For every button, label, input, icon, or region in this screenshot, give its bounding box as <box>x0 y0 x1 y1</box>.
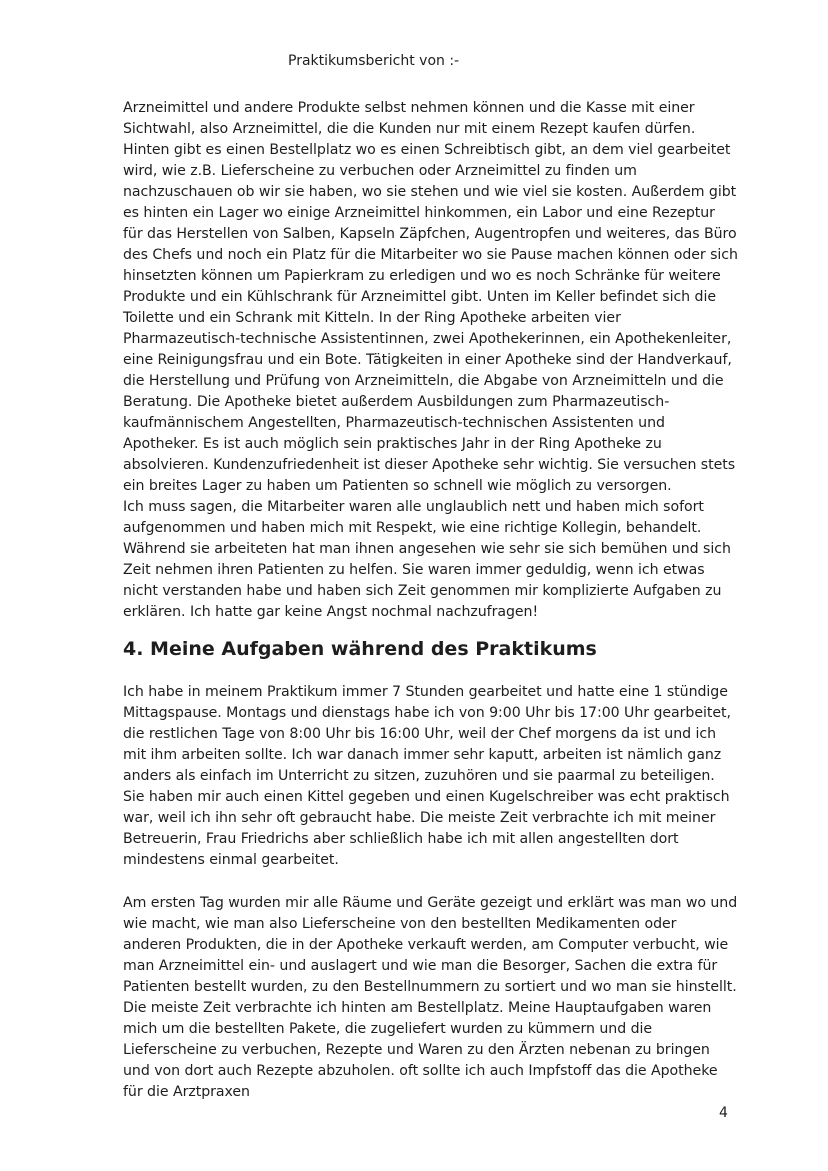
paragraph-first-day <box>123 893 738 1103</box>
paragraph-text: Am ersten Tag wurden mir alle Räume und Geräte gezeigt und erklärt was man wo und wie macht, wie man also Lieferscheine von den bestellten Medikamenten oder anderen Produkten, die in der Apotheke verkauft werden, am Computer verbucht, wie man Arzneimittel ein- und auslagert und wie man die Besorger, Sachen die extra für Patienten bestellt wurden, zu den Bestellnummern zu sortiert und wo man sie hinstellt. Die meiste Zeit verbrachte ich hinten am Bestellplatz. Meine Hauptaufgaben waren mich um die bestellten Pakete, die zugeliefert wurden zu kümmern und die Lieferscheine zu verbuchen, Rezepte und Waren zu den Ärzten nebenan zu bringen und von dort auch Rezepte abzuholen. oft sollte ich auch Impfstoff das die Apotheke für die Arztpraxen <box>123 895 738 1100</box>
paragraph-working-hours <box>123 682 738 871</box>
section-3-text <box>123 98 738 623</box>
paragraph-text: Ich habe in meinem Praktikum immer 7 Stunden gearbeitet und hatte eine 1 stündige Mittagspause. Montags und dienstags habe ich von 9:00 Uhr bis 17:00 Uhr gearbeitet, die restlichen Tage von 8:00 Uhr bis 16:00 Uhr, weil der Chef morgens da ist und ich mit ihm arbeiten sollte. Ich war danach immer sehr kaputt, arbeiten ist nämlich ganz anders als einfach im Unterricht zu sitzen, zuzuhören und sie paarmal zu beteiligen. Sie haben mir auch einen Kittel gegeben und einen Kugelschreiber was echt praktisch war, weil ich ihn sehr oft gebraucht habe. Die meiste Zeit verbrachte ich mit meiner Betreuerin, Frau Friedrichs aber schließlich habe ich mit allen angestellten dort mindestens einmal gearbeitet. <box>123 684 731 868</box>
paragraph-pharmacy-description: Arzneimittel und andere Produkte selbst nehmen können und die Kasse mit einer Sichtwahl, also Arzneimittel, die die Kunden nur mit einem Rezept kaufen dürfen. Hinten gibt es einen Bestellplatz wo es einen Schreibtisch gibt, an dem viel gearbeitet wird, wie z.B. Lieferscheine zu verbuchen oder Arzneimittel zu finden um nachzuschauen ob wir sie haben, wo sie stehen und wie viel sie kosten. Außerdem gibt es hinten ein Lager wo einige Arzneimittel hinkommen, ein Labor und eine Rezeptur für das Herstellen von Salben, Kapseln Zäpfchen, Augentropfen und weiteres, das Büro des Chefs und noch ein Platz für die Mitarbeiter wo sie Pause machen können oder sich hinsetzten können um Papierkram zu erledigen und wo es noch Schränke für weitere Produkte und ein Kühlschrank für Arzneimittel gibt. Unten im Keller befindet sich die Toilette und ein Schrank mit Kitteln. In der Ring Apotheke arbeiten vier Pharmazeutisch-technische Assistentinnen, zwei Apothekerinnen, ein Apothekenleiter, eine Reinigungsfrau und ein Bote. Tätigkeiten in einer Apotheke sind der Handverkauf, die Herstellung und Prüfung von Arzneimitteln, die Abgabe von Arzneimitteln und die Beratung. Die Apotheke bietet außerdem Ausbildungen zum Pharmazeutisch-kaufmännischem Angestellten, Pharmazeutisch-technischen Assistenten und Apotheker. Es ist auch möglich sein praktisches Jahr in der Ring Apotheke zu absolvieren. Kundenzufriedenheit ist dieser Apotheke sehr wichtig. Sie versuchen stets ein breites Lager zu haben um Patienten so schnell wie möglich zu versorgen. <box>123 100 738 494</box>
section-4-heading: 4. Meine Aufgaben während des Praktikums <box>123 638 597 660</box>
paragraph-staff-impression: Ich muss sagen, die Mitarbeiter waren alle unglaublich nett und haben mich sofort aufgenommen und haben mich mit Respekt, wie eine richtige Kollegin, behandelt. Während sie arbeiteten hat man ihnen angesehen wie sehr sie sich bemühen und sich Zeit nehmen ihren Patienten zu helfen. Sie waren immer geduldig, wenn ich etwas nicht verstanden habe und haben sich Zeit genommen mir komplizierte Aufgaben zu erklären. Ich hatte gar keine Angst nochmal nachzufragen! <box>123 499 731 620</box>
page-header: Praktikumsbericht von :- <box>288 53 460 69</box>
page-number: 4 <box>719 1105 728 1121</box>
